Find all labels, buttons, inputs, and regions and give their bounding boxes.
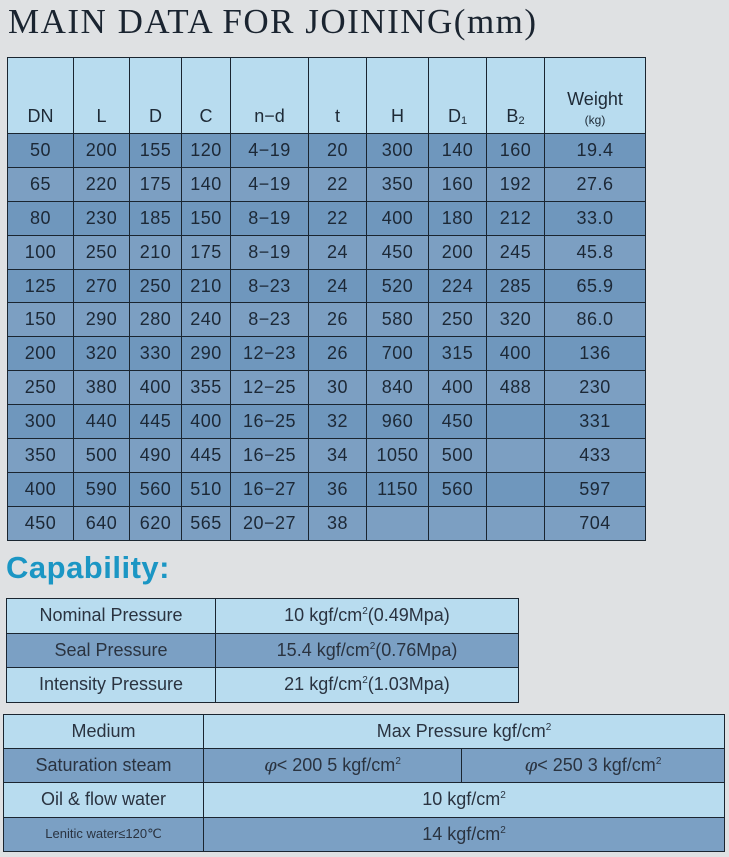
cell-weight: 230	[545, 371, 646, 405]
cell-nd: 8−23	[231, 269, 309, 303]
col-header-dn: DN	[8, 58, 74, 134]
cell-h: 450	[367, 235, 429, 269]
col-header-d1: D1	[429, 58, 487, 134]
cell-dn: 350	[8, 439, 74, 473]
lenitic-water-value: 14 kgf/$cm^2$	[204, 817, 725, 851]
cell-l: 270	[74, 269, 130, 303]
cell-d: 330	[130, 337, 182, 371]
cell-weight: 136	[545, 337, 646, 371]
col-header-b2: B2	[487, 58, 545, 134]
cell-b2: 400	[487, 337, 545, 371]
cell-dn: 65	[8, 167, 74, 201]
cell-c: 150	[182, 201, 231, 235]
cell-l: 590	[74, 472, 130, 506]
cell-dn: 300	[8, 405, 74, 439]
cell-h: 350	[367, 167, 429, 201]
col-header-nd: n−d	[231, 58, 309, 134]
cell-dn: 450	[8, 506, 74, 540]
table-row	[8, 371, 646, 405]
cell-c: 445	[182, 439, 231, 473]
cell-l: 250	[74, 235, 130, 269]
cell-d1: 160	[429, 167, 487, 201]
cell-c: 140	[182, 167, 231, 201]
cell-c: 565	[182, 506, 231, 540]
cell-l: 290	[74, 303, 130, 337]
cell-b2: 245	[487, 235, 545, 269]
cell-weight: 27.6	[545, 167, 646, 201]
nominal-pressure-label: Nominal Pressure	[7, 599, 216, 634]
cell-b2: 212	[487, 201, 545, 235]
cell-h: 400	[367, 201, 429, 235]
table-row	[4, 749, 725, 783]
cell-dn: 125	[8, 269, 74, 303]
intensity-pressure-label: Intensity Pressure	[7, 668, 216, 703]
cell-h: 700	[367, 337, 429, 371]
nominal-pressure-value: 10 kgf/$cm^2(0.49Mpa)$	[216, 599, 519, 634]
cell-b2: 320	[487, 303, 545, 337]
table-row	[4, 817, 725, 851]
cell-nd: 16−25	[231, 439, 309, 473]
capability-table	[6, 598, 519, 703]
cell-t: 26	[309, 337, 367, 371]
seal-pressure-label: Seal Pressure	[7, 633, 216, 668]
cell-weight: 45.8	[545, 235, 646, 269]
cell-t: 24	[309, 235, 367, 269]
cell-d1: 500	[429, 439, 487, 473]
cell-d1: 315	[429, 337, 487, 371]
saturation-steam-label: Saturation steam	[4, 749, 204, 783]
cell-weight: 433	[545, 439, 646, 473]
cell-d1: 250	[429, 303, 487, 337]
cell-d: 175	[130, 167, 182, 201]
joining-data-table	[7, 57, 646, 541]
cell-h: 960	[367, 405, 429, 439]
table-row	[8, 472, 646, 506]
cell-l: 220	[74, 167, 130, 201]
cell-nd: 16−27	[231, 472, 309, 506]
table-row	[7, 668, 519, 703]
cell-dn: 150	[8, 303, 74, 337]
cell-l: 640	[74, 506, 130, 540]
cell-h: 300	[367, 134, 429, 168]
cell-nd: 4−19	[231, 134, 309, 168]
cell-l: 500	[74, 439, 130, 473]
table-header-row	[4, 715, 725, 749]
intensity-pressure-value: 21 kgf/$cm^2(1.03Mpa)$	[216, 668, 519, 703]
cell-b2: 160	[487, 134, 545, 168]
table-row	[7, 599, 519, 634]
table-row	[8, 439, 646, 473]
cell-h	[367, 506, 429, 540]
cell-c: 510	[182, 472, 231, 506]
col-header-d: D	[130, 58, 182, 134]
table-row	[8, 235, 646, 269]
col-header-weight: Weight (kg)	[545, 58, 646, 134]
cell-c: 400	[182, 405, 231, 439]
cell-nd: 4−19	[231, 167, 309, 201]
table-row	[8, 405, 646, 439]
col-header-t: t	[309, 58, 367, 134]
cell-d: 560	[130, 472, 182, 506]
cell-h: 580	[367, 303, 429, 337]
cell-h: 520	[367, 269, 429, 303]
cell-t: 32	[309, 405, 367, 439]
table-header-row	[8, 58, 646, 134]
cell-c: 120	[182, 134, 231, 168]
cell-t: 30	[309, 371, 367, 405]
table-row	[8, 201, 646, 235]
table-body	[8, 134, 646, 541]
capability-heading: Capability:	[6, 550, 170, 585]
cell-b2: 192	[487, 167, 545, 201]
cell-c: 210	[182, 269, 231, 303]
cell-d: 490	[130, 439, 182, 473]
cell-weight: 33.0	[545, 201, 646, 235]
cell-l: 380	[74, 371, 130, 405]
table-row	[8, 269, 646, 303]
cell-t: 34	[309, 439, 367, 473]
cell-d: 210	[130, 235, 182, 269]
cell-dn: 400	[8, 472, 74, 506]
cell-weight: 86.0	[545, 303, 646, 337]
cell-b2: 488	[487, 371, 545, 405]
cell-nd: 12−25	[231, 371, 309, 405]
cell-d1: 140	[429, 134, 487, 168]
cell-b2	[487, 405, 545, 439]
cell-dn: 100	[8, 235, 74, 269]
cell-dn: 50	[8, 134, 74, 168]
cell-d: 185	[130, 201, 182, 235]
cell-d1: 200	[429, 235, 487, 269]
cell-t: 26	[309, 303, 367, 337]
table-row	[8, 337, 646, 371]
saturation-steam-large-dn: φ< 250 3 kgf/$cm^2$	[462, 749, 725, 783]
cell-b2	[487, 472, 545, 506]
table-row	[8, 506, 646, 540]
cell-d1: 560	[429, 472, 487, 506]
cell-t: 22	[309, 167, 367, 201]
col-header-c: C	[182, 58, 231, 134]
cell-t: 20	[309, 134, 367, 168]
cell-c: 355	[182, 371, 231, 405]
cell-c: 240	[182, 303, 231, 337]
cell-b2	[487, 506, 545, 540]
cell-weight: 704	[545, 506, 646, 540]
cell-d1: 450	[429, 405, 487, 439]
cell-d1: 224	[429, 269, 487, 303]
cell-d: 250	[130, 269, 182, 303]
phi-symbol: φ	[524, 755, 538, 777]
cell-d1: 180	[429, 201, 487, 235]
oil-flow-water-value: 10 kgf/$cm^2$	[204, 783, 725, 817]
cell-c: 290	[182, 337, 231, 371]
cell-c: 175	[182, 235, 231, 269]
oil-flow-water-label: Oil & flow water	[4, 783, 204, 817]
cell-l: 200	[74, 134, 130, 168]
cell-b2: 285	[487, 269, 545, 303]
cell-d: 280	[130, 303, 182, 337]
cell-nd: 16−25	[231, 405, 309, 439]
cell-l: 440	[74, 405, 130, 439]
cell-nd: 8−19	[231, 235, 309, 269]
lenitic-water-label: Lenitic water≤120℃	[4, 817, 204, 851]
table-row	[8, 134, 646, 168]
cell-h: 840	[367, 371, 429, 405]
cell-weight: 19.4	[545, 134, 646, 168]
medium-header: Medium	[4, 715, 204, 749]
cell-dn: 80	[8, 201, 74, 235]
cell-b2	[487, 439, 545, 473]
cell-nd: 8−19	[231, 201, 309, 235]
cell-h: 1050	[367, 439, 429, 473]
cell-t: 36	[309, 472, 367, 506]
col-header-h: H	[367, 58, 429, 134]
cell-t: 22	[309, 201, 367, 235]
cell-nd: 12−23	[231, 337, 309, 371]
table-row	[7, 633, 519, 668]
cell-d1: 400	[429, 371, 487, 405]
cell-dn: 200	[8, 337, 74, 371]
page-title: MAIN DATA FOR JOINING(mm)	[8, 2, 538, 41]
seal-pressure-value: 15.4 kgf/$cm^2(0.76Mpa)$	[216, 633, 519, 668]
table-row	[4, 783, 725, 817]
col-header-l: L	[74, 58, 130, 134]
cell-d: 400	[130, 371, 182, 405]
cell-weight: 597	[545, 472, 646, 506]
cell-dn: 250	[8, 371, 74, 405]
cell-weight: 65.9	[545, 269, 646, 303]
table-row	[8, 167, 646, 201]
cell-t: 38	[309, 506, 367, 540]
cell-d: 445	[130, 405, 182, 439]
cell-h: 1150	[367, 472, 429, 506]
phi-symbol: φ	[264, 755, 277, 777]
cell-l: 320	[74, 337, 130, 371]
cell-t: 24	[309, 269, 367, 303]
max-pressure-header: Max Pressure kgf/$cm^2$	[204, 715, 725, 749]
cell-weight: 331	[545, 405, 646, 439]
cell-l: 230	[74, 201, 130, 235]
medium-pressure-table	[3, 714, 725, 852]
cell-d: 155	[130, 134, 182, 168]
cell-nd: 8−23	[231, 303, 309, 337]
cell-d1	[429, 506, 487, 540]
cell-nd: 20−27	[231, 506, 309, 540]
cell-d: 620	[130, 506, 182, 540]
table-row	[8, 303, 646, 337]
saturation-steam-small-dn: φ< 200 5 kgf/$cm^2$	[204, 749, 462, 783]
